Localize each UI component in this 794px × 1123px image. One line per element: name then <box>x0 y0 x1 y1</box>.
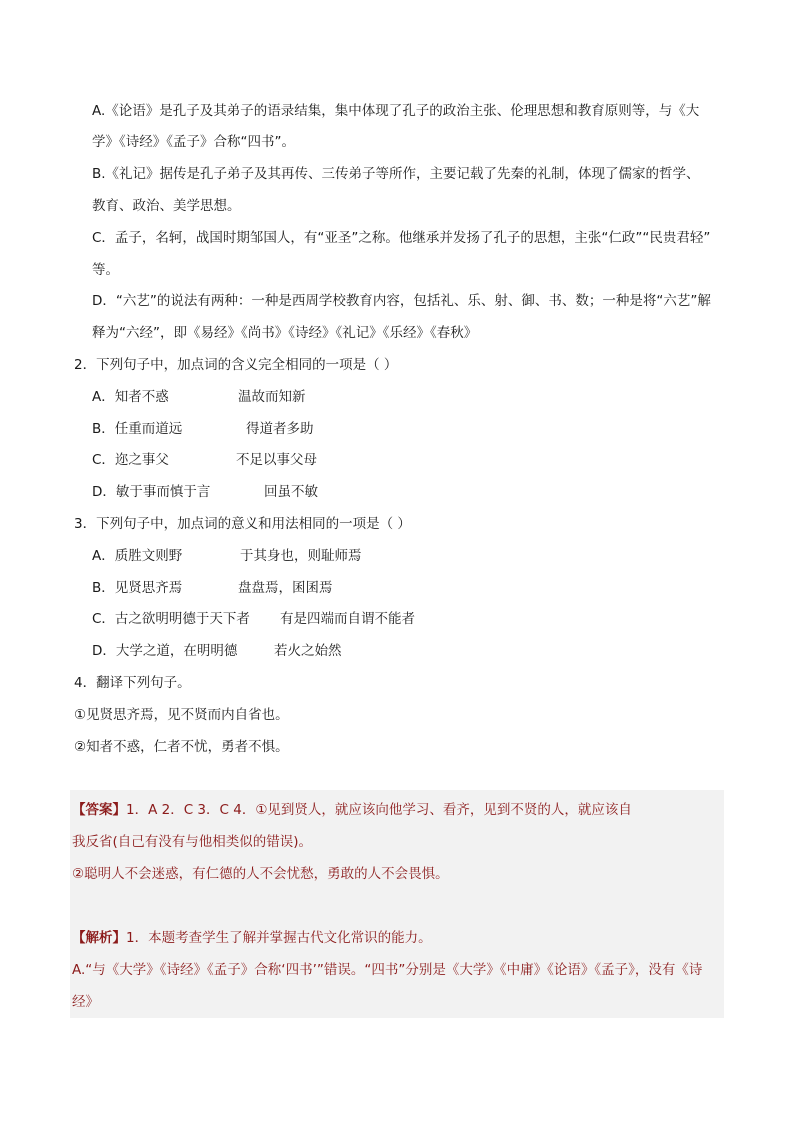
option-d-line2: 释为“六经”，即《易经》《尚书》《诗经》《礼记》《乐经》《春秋》 <box>92 325 478 341</box>
answer-analysis-box <box>70 790 724 1018</box>
option-b-line2: 教育、政治、美学思想。 <box>92 198 241 214</box>
q3-option-a-right: 于其身也，则耻师焉 <box>240 548 362 564</box>
option-a-line1: A.《论语》是孔子及其弟子的语录结集，集中体现了孔子的政治主张、伦理思想和教育原则等，与《大 <box>92 103 700 119</box>
analysis-tag: 【解析】 <box>72 930 126 946</box>
answer-text-1: 1．A 2．C 3．C 4．①见到贤人，就应该向他学习、看齐，见到不贤的人，就应该自 <box>126 802 632 818</box>
q3-option-a <box>92 546 512 566</box>
analysis-line1 <box>72 928 432 948</box>
q2-option-d-left: D．敏于事而慎于言 <box>92 484 211 500</box>
option-d-line1: D．“六艺”的说法有两种：一种是西周学校教育内容，包括礼、乐、射、御、书、数；一种是将“六艺”解 <box>92 293 711 309</box>
q2-option-c-left: C．迩之事父 <box>92 452 169 468</box>
q4-sentence-1: ①见贤思齐焉，见不贤而内自省也。 <box>74 707 289 723</box>
analysis-line3: 经》 <box>72 994 99 1010</box>
answer-line1 <box>72 800 632 820</box>
q2-option-a-left: A．知者不惑 <box>92 389 169 405</box>
q3-option-b-right: 盘盘焉，囷囷焉 <box>238 580 333 596</box>
option-c-line1: C．孟子，名轲，战国时期邹国人，有“亚圣”之称。他继承并发扬了孔子的思想，主张“仁政”“民贵君轻” <box>92 230 711 246</box>
q2-option-d <box>92 482 492 502</box>
q2-option-c <box>92 450 492 470</box>
q3-option-d <box>92 641 512 661</box>
q3-option-c-left: C．古之欲明明德于天下者 <box>92 611 250 627</box>
question-3-stem: 3．下列句子中，加点词的意义和用法相同的一项是（ ） <box>74 516 411 532</box>
q3-option-c-right: 有是四端而自谓不能者 <box>280 611 415 627</box>
q2-option-b-right: 得道者多助 <box>246 421 314 437</box>
q2-option-b <box>92 419 492 439</box>
q2-option-b-left: B．任重而道远 <box>92 421 183 437</box>
q3-option-b-left: B．见贤思齐焉 <box>92 580 183 596</box>
q3-option-c <box>92 609 512 629</box>
q3-option-d-left: D．大学之道，在明明德 <box>92 643 238 659</box>
option-a-line2: 学》《诗经》《孟子》合称“四书”。 <box>92 134 295 150</box>
analysis-line2: A.“与《大学》《诗经》《孟子》合称‘四书’”错误。“四书”分别是《大学》《中庸》《论语》《孟子》，没有《诗 <box>72 962 703 978</box>
q3-option-d-right: 若火之始然 <box>274 643 342 659</box>
option-c-line2: 等。 <box>92 262 119 278</box>
option-b-line1: B.《礼记》据传是孔子弟子及其再传、三传弟子等所作，主要记载了先秦的礼制，体现了儒家的哲学、 <box>92 166 700 182</box>
q2-option-a-right: 温故而知新 <box>238 389 306 405</box>
q3-option-b <box>92 578 512 598</box>
answer-line3: ②聪明人不会迷惑，有仁德的人不会忧愁，勇敢的人不会畏惧。 <box>72 866 449 882</box>
q2-option-d-right: 回虽不敏 <box>264 484 318 500</box>
q4-sentence-2: ②知者不惑，仁者不忧，勇者不惧。 <box>74 739 289 755</box>
answer-line2: 我反省(自己有没有与他相类似的错误)。 <box>72 834 313 850</box>
question-2-stem: 2．下列句子中，加点词的含义完全相同的一项是（ ） <box>74 357 398 373</box>
analysis-text-1: 1．本题考查学生了解并掌握古代文化常识的能力。 <box>126 930 432 946</box>
q2-option-c-right: 不足以事父母 <box>236 452 317 468</box>
q3-option-a-left: A．质胜文则野 <box>92 548 183 564</box>
answer-tag: 【答案】 <box>72 802 126 818</box>
q2-option-a <box>92 387 492 407</box>
question-4-stem: 4．翻译下列句子。 <box>74 675 191 691</box>
